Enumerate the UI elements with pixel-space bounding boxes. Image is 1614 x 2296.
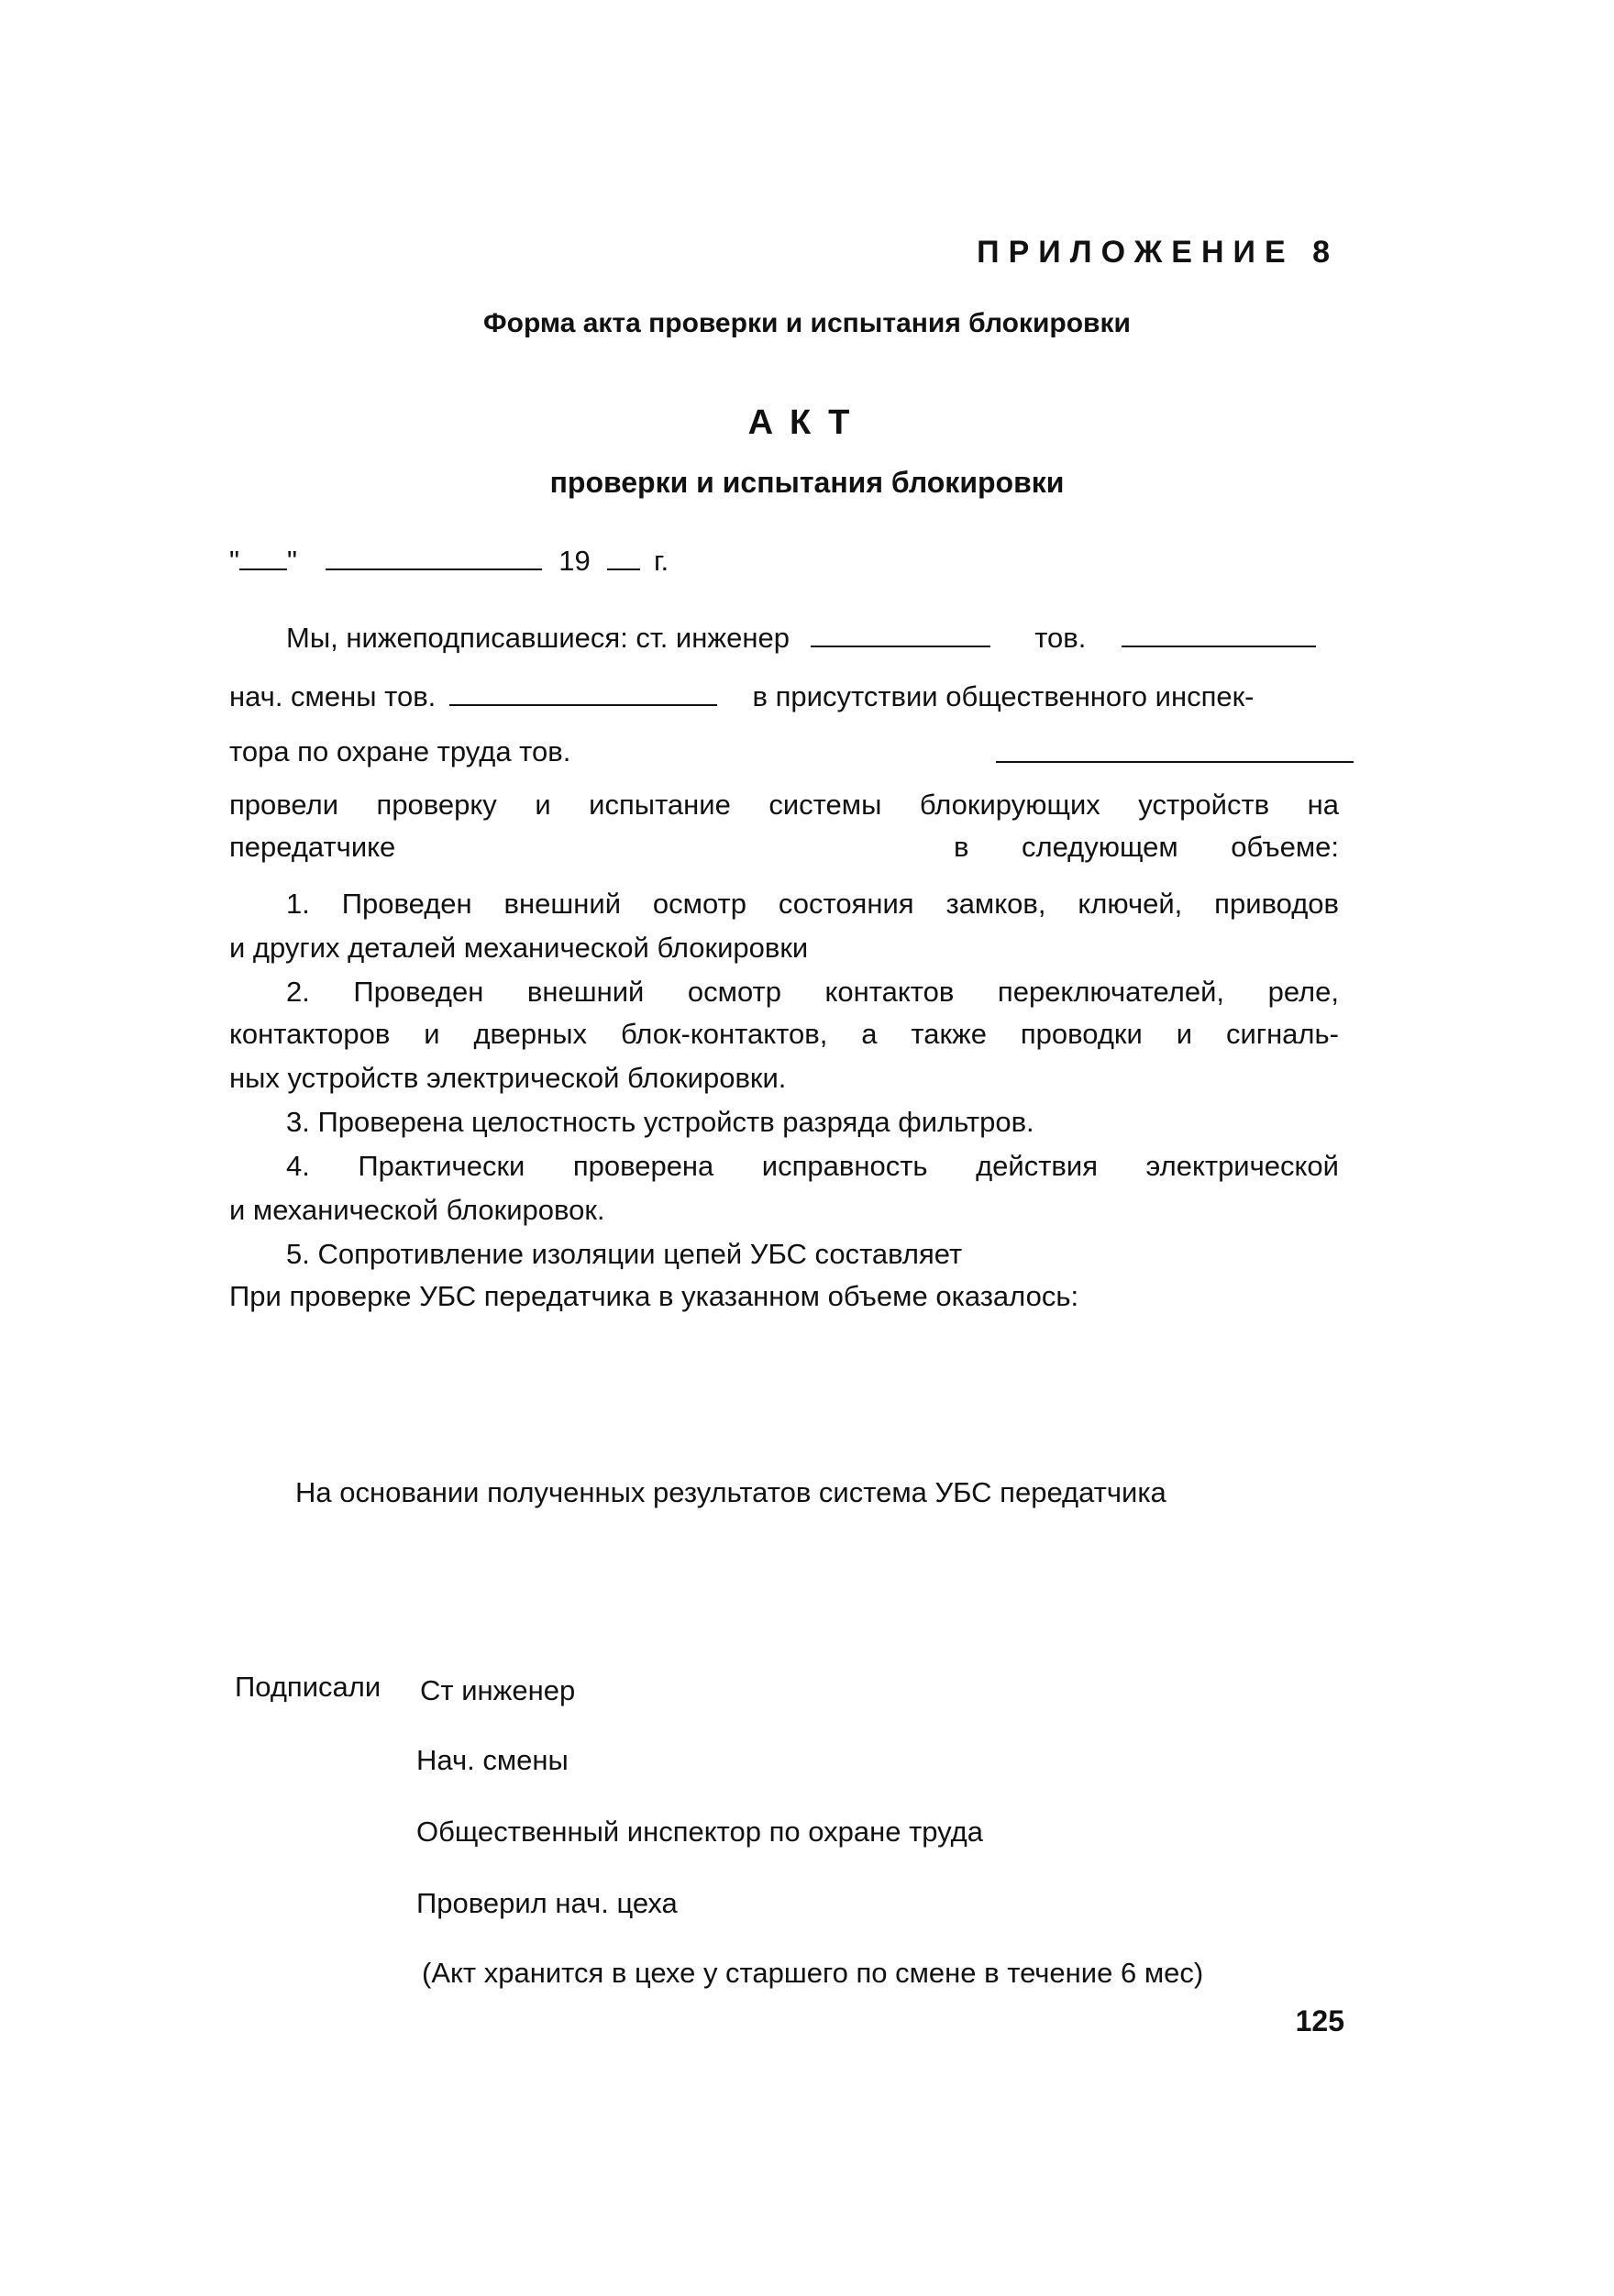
quote-close: ": [287, 545, 298, 577]
year-suffix: г.: [654, 545, 669, 577]
appendix-heading: ПРИЛОЖЕНИЕ 8: [977, 235, 1339, 270]
signature-checked-by: Проверил нач. цеха: [416, 1887, 678, 1919]
shift-head-blank: [449, 679, 717, 706]
item-1-line-1: 1. Проведен внешний осмотр состояния замков, ключей, приводов: [286, 888, 1339, 920]
intro-text: тора по охране труда тов.: [229, 735, 571, 767]
signature-senior-engineer: Ст инженер: [420, 1674, 576, 1706]
engineer-blank: [811, 620, 990, 647]
signature-shift-head: Нач. смены: [416, 1744, 569, 1776]
item-2-line-2: контакторов и дверных блок-контактов, а также проводки и сигналь-: [229, 1018, 1339, 1050]
intro-line-3: [229, 735, 570, 768]
item-2-line-1: 2. Проведен внешний осмотр контактов переключателей, реле,: [286, 976, 1339, 1008]
inspector-blank: [996, 761, 1354, 763]
signature-public-inspector: Общественный инспектор по охране труда: [416, 1816, 983, 1848]
intro-line-5a: передатчике: [229, 831, 396, 863]
intro-line-1: [286, 620, 1316, 655]
conclusion-line: На основании полученных результатов система УБС передатчика: [295, 1476, 1166, 1508]
item-2-line-3: ных устройств электрической блокировки.: [229, 1062, 787, 1094]
form-title: Форма акта проверки и испытания блокировки: [483, 308, 1131, 338]
signatures-label: Подписали: [235, 1671, 381, 1703]
intro-text: в присутствии общественного инспек-: [752, 680, 1255, 712]
intro-text: нач. смены тов.: [229, 680, 437, 712]
act-subtitle: проверки и испытания блокировки: [549, 466, 1065, 499]
date-line: [229, 543, 669, 578]
item-4-line-2: и механической блокировок.: [229, 1194, 605, 1226]
year-prefix: 19: [558, 545, 591, 577]
intro-line-5b: в следующем объеме:: [954, 831, 1339, 863]
engineer-name-blank: [1122, 620, 1316, 647]
intro-line-4: провели проверку и испытание системы блокирующих устройств на: [229, 789, 1339, 821]
month-blank: [326, 543, 542, 570]
intro-text: тов.: [1034, 622, 1087, 654]
item-3: 3. Проверена целостность устройств разряда фильтров.: [286, 1106, 1034, 1138]
intro-text: Мы, нижеподписавшиеся: ст. инженер: [286, 622, 790, 654]
page-number: 125: [1295, 2004, 1344, 2037]
intro-line-2: [229, 679, 1255, 713]
item-1-line-2: и других деталей механической блокировки: [229, 932, 809, 964]
quote-open: ": [229, 545, 240, 577]
year-blank: [607, 543, 640, 570]
item-4-line-1: 4. Практически проверена исправность действия электрической: [286, 1150, 1339, 1182]
result-line: При проверке УБС передатчика в указанном объеме оказалось:: [229, 1280, 1079, 1312]
act-title: АКТ: [747, 403, 867, 442]
storage-note: (Акт хранится в цехе у старшего по смене в течение 6 мес): [422, 1957, 1204, 1989]
item-5: 5. Сопротивление изоляции цепей УБС составляет: [286, 1238, 963, 1270]
day-blank: [239, 543, 287, 570]
